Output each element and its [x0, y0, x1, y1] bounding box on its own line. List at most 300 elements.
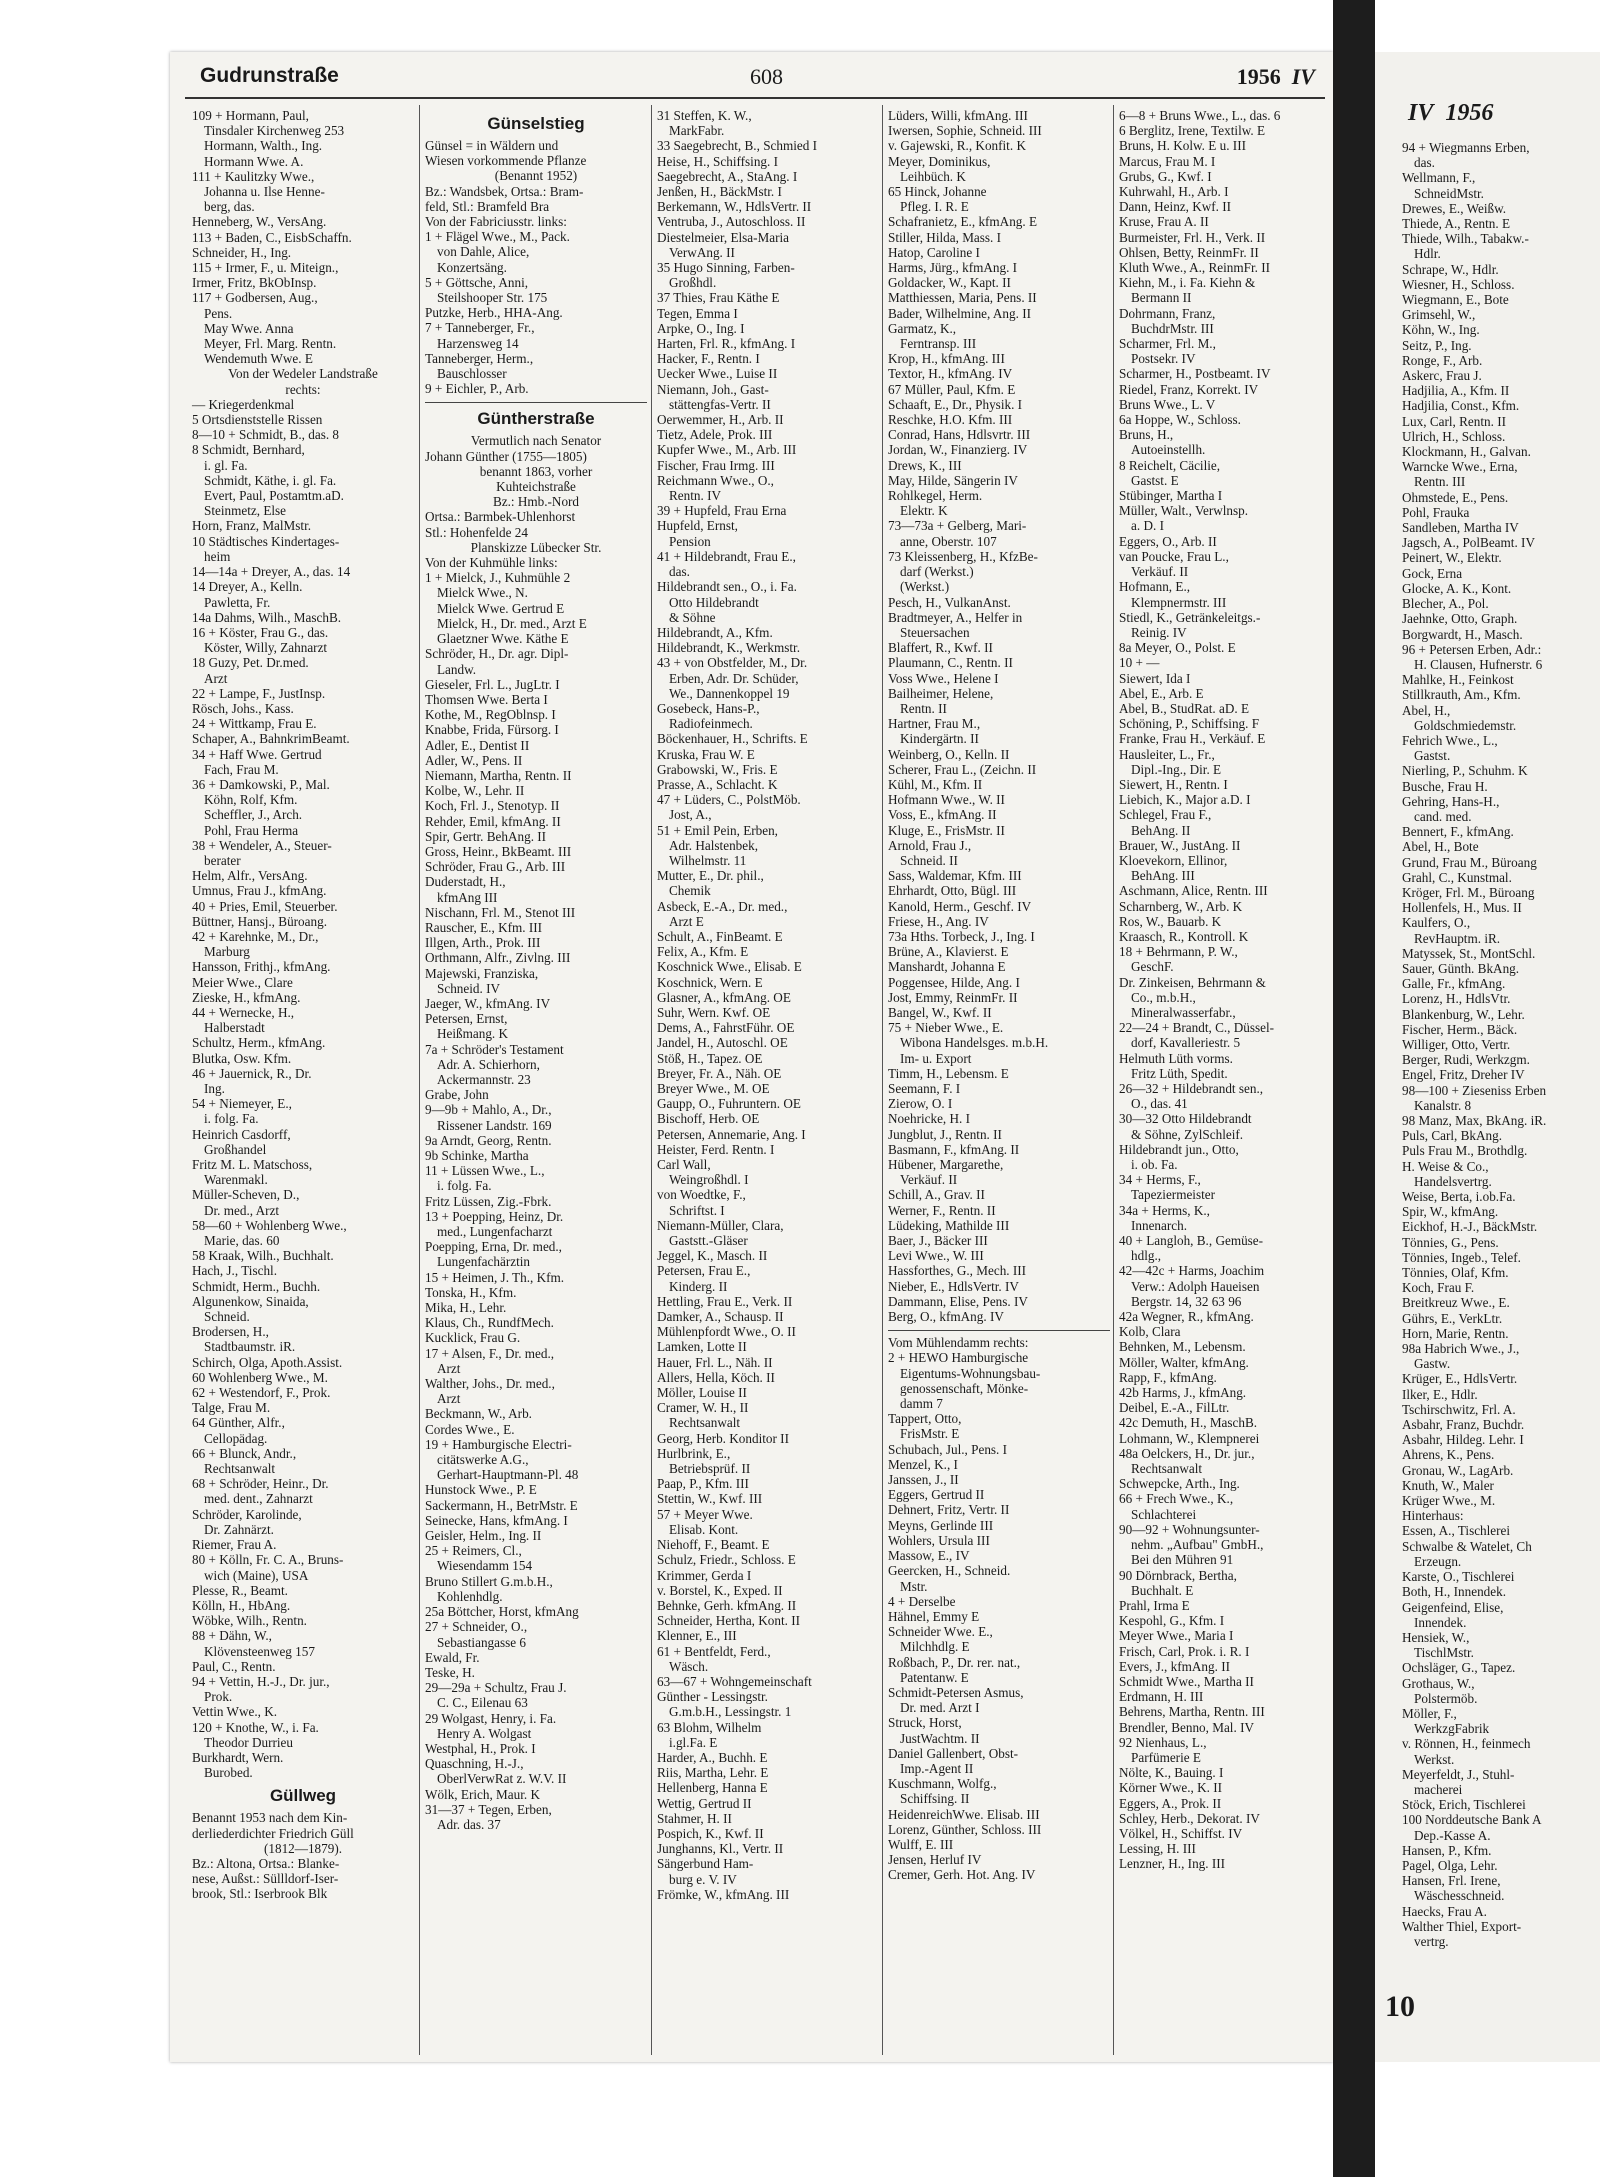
directory-entry-line: Cramer, W. H., II — [657, 1400, 749, 1416]
directory-entry-line: Steinmetz, Else — [204, 503, 287, 519]
directory-entry-line: Paul, C., Rentn. — [192, 1658, 276, 1674]
directory-entry-line: i. ob. Fa. — [1131, 1157, 1178, 1173]
directory-entry-line: Wäschesschneid. — [1414, 1888, 1505, 1904]
directory-entry-line: Handelsvertrg. — [1414, 1173, 1492, 1189]
directory-entry-line: Polstermöb. — [1414, 1690, 1478, 1706]
directory-entry-line: 40 + Langloh, B., Gemüse- — [1119, 1233, 1264, 1249]
directory-entry-line: Iwersen, Sophie, Schneid. III — [888, 123, 1042, 139]
directory-entry-line: 6a Hoppe, W., Schloss. — [1119, 412, 1241, 428]
directory-entry-line: Schirch, Olga, Apoth.Assist. — [192, 1354, 343, 1370]
directory-entry-line: Oerwemmer, H., Arb. II — [657, 412, 784, 428]
directory-entry-line: Postsekr. IV — [1131, 351, 1196, 367]
directory-entry-line: Wibona Handelsges. m.b.H. — [900, 1035, 1049, 1051]
directory-entry-line: Niemann, Martha, Rentn. II — [425, 767, 572, 783]
directory-entry-line: citätswerke A.G., — [437, 1452, 529, 1468]
directory-entry-line: Hach, J., Tischl. — [192, 1263, 277, 1279]
page-header — [190, 62, 1325, 96]
directory-entry-line: Drewes, E., Weißw. — [1402, 200, 1507, 216]
directory-entry-line: Harten, Frl. R., kfmAng. I — [657, 336, 796, 352]
directory-entry-line: Glasner, A., kfmAng. OE — [657, 989, 791, 1005]
directory-entry-line: Grubs, G., Kwf. I — [1119, 168, 1212, 184]
directory-entry-line: Matthiessen, Maria, Pens. II — [888, 290, 1037, 306]
directory-entry-line: Tönnies, Ingeb., Telef. — [1402, 1249, 1521, 1265]
directory-entry-line: Hildebrandt sen., O., i. Fa. — [657, 579, 797, 595]
directory-entry-line: Eggers, O., Arb. II — [1119, 533, 1217, 549]
directory-entry-line: Rehder, Emil, kfmAng. II — [425, 813, 561, 829]
directory-entry-line: Vom Mühlendamm rechts: — [888, 1335, 1029, 1351]
directory-entry-line: Kruse, Frau A. II — [1119, 214, 1209, 230]
directory-entry-line: Klövensteenweg 157 — [204, 1643, 315, 1659]
directory-entry-line: kfmAng III — [437, 889, 498, 905]
directory-entry-line: Scharnberg, W., Arb. K — [1119, 898, 1243, 914]
directory-entry-line: i. folg. Fa. — [437, 1178, 492, 1194]
directory-entry-line: 90—92 + Wohnungsunter- — [1119, 1521, 1260, 1537]
directory-entry-line: 35 Hugo Sinning, Farben- — [657, 260, 795, 276]
directory-entry-line: 41 + Hildebrandt, Frau E., — [657, 548, 796, 564]
directory-entry-line: Damker, A., Schausp. II — [657, 1309, 784, 1325]
directory-entry-line: Kühl, M., Kfm. II — [888, 776, 983, 792]
directory-entry-line: Kanalstr. 8 — [1414, 1097, 1472, 1113]
directory-entry-line: Mühlenpfordt Wwe., O. II — [657, 1324, 796, 1340]
directory-entry-line: Müller, Walt., Verwlnsp. — [1119, 503, 1249, 519]
directory-entry-line: 9—9b + Mahlo, A., Dr., — [425, 1102, 552, 1118]
directory-entry-line: Adr. das. 37 — [437, 1816, 501, 1832]
directory-entry-line: Grothaus, W., — [1402, 1675, 1475, 1691]
directory-entry-line: Rentn. II — [900, 700, 947, 716]
directory-entry-line: Schafranietz, E., kfmAng. E — [888, 214, 1038, 230]
directory-entry-line: 31—37 + Tegen, Erben, — [425, 1801, 552, 1817]
directory-entry-line: Nischann, Frl. M., Stenot III — [425, 904, 576, 920]
directory-entry-line: G.m.b.H., Lessingstr. 1 — [669, 1704, 792, 1720]
directory-entry-line: Schneid. II — [900, 852, 958, 868]
directory-entry-line: Breyer, Fr. A., Näh. OE — [657, 1065, 782, 1081]
directory-entry-line: 73 Kleissenberg, H., KfzBe- — [888, 548, 1038, 564]
street-heading: Gudrunstraße — [200, 64, 339, 87]
directory-entry-line: Brauer, W., JustAng. II — [1119, 837, 1241, 853]
directory-entry-line: Erzeugn. — [1414, 1553, 1462, 1569]
directory-entry-line: Werkst. — [1414, 1751, 1455, 1767]
directory-entry-line: Lohmann, W., Klempnerei — [1119, 1430, 1260, 1446]
directory-entry-line: Fritz M. L. Matschoss, — [192, 1157, 313, 1173]
directory-entry-line: 44 + Wernecke, H., — [192, 1004, 295, 1020]
directory-entry-line: Abel, H., — [1402, 702, 1451, 718]
directory-entry-line: Tietz, Adele, Prok. III — [657, 427, 773, 443]
directory-entry-line: Blutka, Osw. Kfm. — [192, 1050, 292, 1066]
directory-entry-line: Rechtsanwalt — [669, 1415, 741, 1431]
directory-entry-line: Rechtsanwalt — [204, 1461, 276, 1477]
directory-entry-line: Grahl, C., Kunstmal. — [1402, 869, 1512, 885]
directory-entry-line: Schmidt-Petersen Asmus, — [888, 1684, 1024, 1700]
directory-entry-line: Thomsen Wwe. Berta I — [425, 691, 548, 707]
directory-entry-line: Tönnies, G., Pens. — [1402, 1234, 1499, 1250]
directory-entry-line: Bruns Wwe., L. V — [1119, 396, 1216, 412]
directory-entry-line: Pagel, Olga, Lehr. — [1402, 1857, 1498, 1873]
directory-entry-line: das. — [669, 564, 690, 580]
directory-entry-line: Rentn. III — [1414, 474, 1466, 490]
directory-entry-line: 9 + Eichler, P., Arb. — [425, 381, 529, 397]
directory-entry-line: Zierow, O. I — [888, 1096, 953, 1112]
directory-entry-line: Textor, H., kfmAng. IV — [888, 366, 1013, 382]
directory-entry-line: 9a Arndt, Georg, Rentn. — [425, 1132, 552, 1148]
directory-entry-line: H. Clausen, Hufnerstr. 6 — [1414, 656, 1543, 672]
directory-entry-line: Bz.: Altona, Ortsa.: Blanke- — [192, 1855, 340, 1871]
directory-entry-line: Kiehn, M., i. Fa. Kiehn & — [1119, 275, 1256, 291]
directory-entry-line: — Kriegerdenkmal — [192, 396, 295, 412]
directory-entry-line: Ochsläger, G., Tapez. — [1402, 1660, 1516, 1676]
directory-entry-line: Thiede, A., Rentn. E — [1402, 216, 1511, 232]
directory-entry-line: 13 + Poepping, Heinz, Dr. — [425, 1208, 564, 1224]
directory-entry-line: Geisler, Helm., Ing. II — [425, 1528, 542, 1544]
directory-entry-line: Glaetzner Wwe. Käthe E — [437, 631, 569, 647]
facing-volume: IV — [1408, 100, 1434, 126]
directory-entry-line: Reschke, H.O. Kfm. III — [888, 412, 1013, 428]
directory-entry-line: Wulff, E. III — [888, 1836, 954, 1852]
directory-entry-line: Seitz, P., Ing. — [1402, 337, 1472, 353]
directory-entry-line: Harder, A., Buchh. E — [657, 1749, 768, 1765]
directory-entry-line: Blecher, A., Pol. — [1402, 596, 1489, 612]
directory-entry-line: Wäsch. — [669, 1658, 709, 1674]
directory-entry-line: Evert, Paul, Postamtm.aD. — [204, 488, 344, 504]
directory-entry-line: Brüne, A., Klavierst. E — [888, 944, 1009, 960]
directory-entry-line: Bz.: Hmb.-Nord — [492, 494, 580, 510]
directory-entry-line: Weinberg, O., Kelln. II — [888, 746, 1010, 762]
directory-entry-line: 8 Schmidt, Bernhard, — [192, 442, 305, 458]
directory-entry-line: darf (Werkst.) — [900, 564, 974, 580]
directory-entry-line: hdlg., — [1131, 1248, 1162, 1264]
directory-entry-line: OberlVerwRat z. W.V. II — [437, 1771, 567, 1787]
directory-entry-line: Vettin Wwe., K. — [192, 1704, 278, 1720]
directory-entry-line: Großhandel — [204, 1141, 267, 1157]
directory-entry-line: Meier Wwe., Clare — [192, 974, 293, 990]
directory-entry-line: Helmuth Lüth vorms. — [1119, 1050, 1233, 1066]
directory-entry-line: 88 + Dähn, W., — [192, 1628, 272, 1644]
street-section-heading: Güllweg — [269, 1786, 337, 1806]
directory-entry-line: Burmeister, Frl. H., Verk. II — [1119, 229, 1266, 245]
directory-entry-line: Dann, Heinz, Kwf. II — [1119, 199, 1232, 215]
directory-entry-line: Petersen, Annemarie, Ang. I — [657, 1126, 806, 1142]
directory-entry-line: Konzertsäng. — [437, 259, 507, 275]
directory-entry-line: Großhdl. — [669, 275, 717, 291]
directory-entry-line: Jost, A., — [669, 807, 712, 823]
directory-entry-line: Schaaft, E., Dr., Physik. I — [888, 396, 1023, 412]
directory-entry-line: Blaffert, R., Kwf. II — [888, 640, 993, 656]
directory-entry-line: Möller, Walter, kfmAng. — [1119, 1354, 1249, 1370]
directory-entry-line: Hacker, F., Rentn. I — [657, 351, 760, 367]
directory-entry-line: Stöß, H., Tapez. OE — [657, 1050, 763, 1066]
directory-entry-line: Hinterhaus: — [1402, 1508, 1464, 1524]
directory-entry-line: Voss, E., kfmAng. II — [888, 807, 997, 823]
directory-entry-line: Sass, Waldemar, Kfm. III — [888, 868, 1022, 884]
directory-entry-line: Wendemuth Wwe. E — [204, 351, 313, 367]
directory-entry-line: Heister, Ferd. Rentn. I — [657, 1141, 775, 1157]
directory-entry-line: Meyer, Dominikus, — [888, 153, 991, 169]
directory-entry-line: Schriftst. I — [669, 1202, 725, 1218]
directory-entry-line: Ortsa.: Barmbek-Uhlenhorst — [425, 509, 576, 525]
directory-entry-line: Mielck, H., Dr. med., Arzt E — [437, 615, 587, 631]
directory-entry-line: Franke, Frau H., Verkäuf. E — [1119, 731, 1266, 747]
directory-entry-line: Stillkrauth, Am., Kfm. — [1402, 687, 1521, 703]
directory-entry-line: Schneider, H., Ing. — [192, 244, 292, 260]
directory-entry-line: Gock, Erna — [1402, 565, 1463, 581]
directory-entry-line: Kindergärtn. II — [900, 731, 979, 747]
facing-page-header — [1408, 100, 1493, 127]
directory-entry-line: Roßbach, P., Dr. rer. nat., — [888, 1654, 1021, 1670]
directory-entry-line: Schill, A., Grav. II — [888, 1187, 985, 1203]
directory-entry-line: & Söhne — [669, 609, 716, 625]
directory-entry-line: Innenarch. — [1131, 1217, 1188, 1233]
directory-entry-line: Arnold, Frau J., — [888, 837, 972, 853]
directory-entry-line: Hansson, Frithj., kfmAng. — [192, 959, 331, 975]
directory-entry-line: Dehnert, Fritz, Vertr. II — [888, 1502, 1010, 1518]
directory-entry-line: Ohlsen, Betty, ReinmFr. II — [1119, 244, 1259, 260]
directory-entry-line: Sängerbund Ham- — [657, 1856, 754, 1872]
directory-entry-line: Rentn. IV — [669, 488, 722, 504]
column-divider — [419, 105, 420, 2055]
directory-entry-line: RevHauptm. iR. — [1414, 930, 1501, 946]
directory-entry-line: Both, H., Innendek. — [1402, 1584, 1507, 1600]
directory-entry-line: Puls Frau M., Brothdlg. — [1402, 1143, 1528, 1159]
directory-entry-line: Quaschning, H.-J., — [425, 1756, 524, 1772]
directory-entry-line: Wilhelmstr. 11 — [669, 852, 747, 868]
directory-entry-line: cand. med. — [1414, 808, 1472, 824]
directory-entry-line: Hormann Wwe. A. — [204, 153, 304, 169]
directory-entry-line: Bruns, H. Kolw. E u. III — [1119, 138, 1246, 154]
directory-entry-line: 51 + Emil Pein, Erben, — [657, 822, 778, 838]
directory-entry-line: 98—100 + Zieseniss Erben — [1402, 1082, 1547, 1098]
directory-entry-line: Müller-Scheven, D., — [192, 1187, 300, 1203]
directory-entry-line: Garmatz, K., — [888, 320, 957, 336]
directory-entry-line: macherei — [1414, 1781, 1463, 1797]
directory-entry-line: Krüger Wwe., M. — [1402, 1493, 1496, 1509]
directory-entry-line: 75 + Nieber Wwe., E. — [888, 1020, 1004, 1036]
directory-entry-line: Reinig. IV — [1131, 624, 1187, 640]
directory-entry-line: Abel, B., StudRat. aD. E — [1119, 700, 1250, 716]
directory-entry-line: feld, Stl.: Bramfeld Bra — [425, 198, 550, 214]
directory-entry-line: 100 Norddeutsche Bank A — [1402, 1812, 1542, 1828]
directory-entry-line: Schmidt, Käthe, i. gl. Fa. — [204, 472, 337, 488]
directory-entry-line: Riis, Martha, Lehr. E — [657, 1765, 769, 1781]
directory-entry-line: 42b Harms, J., kfmAng. — [1119, 1385, 1247, 1401]
directory-entry-line: Sandleben, Martha IV — [1402, 520, 1519, 536]
directory-entry-line: 58—60 + Wohlenberg Wwe., — [192, 1217, 347, 1233]
directory-entry-line: Sauer, Günth. BkAng. — [1402, 960, 1520, 976]
directory-entry-line: MarkFabr. — [669, 123, 725, 139]
directory-entry-line: Ackermannstr. 23 — [437, 1071, 531, 1087]
directory-entry-line: Petersen, Frau E., — [657, 1263, 751, 1279]
directory-entry-line: Mstr. — [900, 1578, 928, 1594]
directory-entry-line: Koschnick, Wern. E — [657, 974, 763, 990]
directory-entry-line: Stübinger, Martha I — [1119, 488, 1223, 504]
directory-entry-line: Prok. — [204, 1689, 233, 1705]
directory-entry-line: Schröder, H., Dr. agr. Dipl- — [425, 646, 569, 662]
directory-entry-line: 34a + Herms, K., — [1119, 1202, 1210, 1218]
directory-entry-line: TischlMstr. — [1414, 1645, 1474, 1661]
directory-entry-line: Diestelmeier, Elsa-Maria — [657, 229, 790, 245]
directory-entry-line: Krüger, E., HdlsVertr. — [1402, 1371, 1518, 1387]
directory-entry-line: Hofmann Wwe., W. II — [888, 792, 1005, 808]
directory-entry-line: Steuersachen — [900, 624, 970, 640]
directory-entry-line: Kupfer Wwe., M., Arb. III — [657, 442, 797, 458]
directory-entry-line: Hdlr. — [1414, 246, 1441, 262]
directory-entry-line: 29—29a + Schultz, Frau J. — [425, 1680, 567, 1696]
directory-entry-line: Köhn, Rolf, Kfm. — [204, 792, 298, 808]
directory-entry-line: Halberstadt — [204, 1020, 265, 1036]
directory-entry-line: Walther, Johs., Dr. med., — [425, 1376, 555, 1392]
directory-entry-line: Conrad, Hans, Hdlsvrtr. III — [888, 427, 1031, 443]
edition-year — [1237, 64, 1315, 90]
directory-entry-line: Hansen, P., Kfm. — [1402, 1842, 1492, 1858]
directory-entry-line: Abel, E., Arb. E — [1119, 685, 1204, 701]
directory-entry-line: Klaus, Ch., RundfMech. — [425, 1315, 554, 1331]
directory-entry-line: Hurlbrink, E., — [657, 1445, 731, 1461]
directory-entry-line: Vermutlich nach Senator — [470, 433, 602, 449]
directory-entry-line: Glocke, A. K., Kont. — [1402, 580, 1512, 596]
directory-entry-line: Bauschlosser — [437, 366, 507, 382]
directory-entry-line: GeschF. — [1131, 959, 1174, 975]
directory-entry-line: 120 + Knothe, W., i. Fa. — [192, 1719, 319, 1735]
directory-entry-line: Hadjilia, A., Kfm. II — [1402, 383, 1510, 399]
directory-entry-line: 36 + Damkowski, P., Mal. — [192, 776, 330, 792]
directory-entry-line: Hähnel, Emmy E — [888, 1608, 980, 1624]
directory-entry-line: Schrape, W., Hdlr. — [1402, 261, 1499, 277]
directory-entry-line: & Söhne, ZylSchleif. — [1131, 1126, 1244, 1142]
directory-entry-line: Riemer, Frau A. — [192, 1537, 277, 1553]
directory-entry-line: Drews, K., III — [888, 457, 962, 473]
directory-entry-line: Köhn, W., Ing. — [1402, 322, 1480, 338]
directory-entry-line: (Benannt 1952) — [494, 168, 578, 184]
directory-entry-line: 67 Müller, Paul, Kfm. E — [888, 381, 1016, 397]
directory-entry-line: Schult, A., FinBeamt. E — [657, 928, 783, 944]
directory-entry-line: Tanneberger, Herm., — [425, 350, 534, 366]
directory-entry-line: Asbahr, Franz, Buchdr. — [1402, 1417, 1525, 1433]
directory-entry-line: Von der Wedeler Landstraße — [228, 366, 378, 382]
directory-entry-line: Asbahr, Hildeg. Lehr. I — [1402, 1432, 1524, 1448]
directory-entry-line: Verkäuf. II — [900, 1172, 958, 1188]
directory-entry-line: Schiffsing. II — [900, 1791, 970, 1807]
directory-entry-line: Jungblut, J., Rentn. II — [888, 1126, 1002, 1142]
section-rule — [425, 402, 647, 403]
street-section-heading: Güntherstraße — [477, 409, 595, 429]
directory-entry-line: Arpke, O., Ing. I — [657, 320, 745, 336]
directory-entry-line: Abel, H., Bote — [1402, 839, 1479, 855]
directory-entry-line: Hildebrandt jun., Otto, — [1119, 1141, 1239, 1157]
directory-entry-line: Busche, Frau H. — [1402, 778, 1488, 794]
directory-entry-line: med., Lungenfacharzt — [437, 1224, 553, 1240]
directory-entry-line: 48a Oelckers, H., Dr. jur., — [1119, 1445, 1255, 1461]
directory-entry-line: Meyerfeldt, J., Stuhl- — [1402, 1766, 1515, 1782]
directory-entry-line: Schneid. IV — [437, 980, 500, 996]
directory-entry-line: 9b Schinke, Martha — [425, 1148, 529, 1163]
directory-entry-line: 64 Günther, Alfr., — [192, 1415, 285, 1431]
directory-entry-line: Benannt 1953 nach dem Kin- — [192, 1810, 348, 1826]
directory-entry-line: Menzel, K., I — [888, 1456, 958, 1472]
directory-entry-line: Gastst. E — [1131, 472, 1179, 488]
directory-entry-line: Karste, O., Tischlerei — [1402, 1569, 1515, 1585]
directory-entry-line: Von der Fabriciusstr. links: — [425, 214, 567, 230]
directory-entry-line: Rissener Landstr. 169 — [437, 1117, 552, 1133]
directory-entry-line: Verw.: Adolph Haueisen — [1131, 1278, 1260, 1294]
directory-entry-line: i.gl.Fa. E — [669, 1734, 718, 1750]
directory-entry-line: 73a Hths. Torbeck, J., Ing. I — [888, 928, 1035, 944]
directory-entry-line: Ronge, F., Arb. — [1402, 352, 1483, 368]
directory-entry-line: Arzt — [437, 1360, 461, 1376]
column-divider — [651, 105, 652, 2055]
column-1 — [192, 108, 414, 1902]
directory-entry-line: 39 + Hupfeld, Frau Erna — [657, 503, 787, 519]
directory-entry-line: Mutter, E., Dr. phil., — [657, 868, 764, 884]
directory-entry-line: Dr. Zahnärzt. — [204, 1521, 274, 1537]
directory-entry-line: 109 + Hormann, Paul, — [192, 108, 309, 123]
volume-label: IV — [1291, 64, 1315, 89]
directory-entry-line: Wöbke, Wilh., Rentn. — [192, 1613, 307, 1629]
directory-entry-line: Fischer, Herm., Bäck. — [1402, 1021, 1518, 1037]
directory-entry-line: Jensen, Herluf IV — [888, 1852, 982, 1868]
directory-entry-line: Gastw. — [1414, 1356, 1451, 1372]
directory-entry-line: Koch, Frl. J., Stenotyp. II — [425, 798, 560, 814]
column-divider — [1113, 105, 1114, 2055]
directory-entry-line: Friese, H., Ang. IV — [888, 913, 989, 929]
directory-entry-line: Matyssek, St., MontSchl. — [1402, 945, 1536, 961]
directory-entry-line: Berg, O., kfmAng. IV — [888, 1309, 1004, 1325]
directory-entry-line: Grund, Frau M., Büroang — [1402, 854, 1537, 870]
directory-entry-line: Möller, Louise II — [657, 1385, 747, 1401]
directory-entry-line: Schley, Herb., Dekorat. IV — [1119, 1810, 1260, 1826]
column-3 — [657, 108, 879, 1902]
directory-entry-line: Ehrhardt, Otto, Bügl. III — [888, 883, 1017, 899]
directory-entry-line: Lux, Carl, Rentn. II — [1402, 413, 1507, 429]
directory-entry-line: Tinsdaler Kirchenweg 253 — [204, 123, 345, 139]
directory-entry-line: Lenzner, H., Ing. III — [1119, 1856, 1226, 1872]
directory-entry-line: 11 + Lüssen Wwe., L., — [425, 1163, 545, 1179]
directory-entry-line: Massow, E., IV — [888, 1548, 970, 1564]
directory-entry-line: 6 Berglitz, Irene, Textilw. E — [1119, 123, 1266, 139]
directory-entry-line: Pfleg. I. R. E — [900, 199, 969, 215]
directory-entry-line: 14a Dahms, Wilh., MaschB. — [192, 609, 342, 625]
directory-entry-line: Dr. med. Arzt I — [900, 1700, 980, 1716]
directory-entry-line: Koschnick Wwe., Elisab. E — [657, 959, 802, 975]
directory-entry-line: Teske, H. — [425, 1664, 475, 1680]
directory-entry-line: Otto Hildebrandt — [669, 594, 759, 610]
directory-entry-line: Kuschmann, Wolfg., — [888, 1776, 997, 1792]
directory-entry-line: Theodor Durrieu — [204, 1734, 293, 1750]
directory-entry-line: Pospich, K., Kwf. II — [657, 1825, 764, 1841]
directory-entry-line: Stettin, W., Kwf. III — [657, 1491, 763, 1507]
directory-entry-line: berg, das. — [204, 199, 255, 215]
directory-entry-line: Heißmang. K — [437, 1026, 509, 1042]
directory-entry-line: 14—14a + Dreyer, A., das. 14 — [192, 564, 351, 580]
directory-entry-line: Grimsehl, W., — [1402, 307, 1476, 323]
directory-entry-line: Hollenfels, H., Mus. II — [1402, 900, 1522, 916]
directory-entry-line: Scheffler, J., Arch. — [204, 807, 303, 823]
directory-entry-line: Nierling, P., Schuhm. K — [1402, 763, 1528, 779]
directory-entry-line: Hunstock Wwe., P. E — [425, 1482, 537, 1498]
directory-entry-line: Sackermann, H., BetrMstr. E — [425, 1497, 578, 1513]
directory-entry-line: Allers, Hella, Köch. II — [657, 1369, 775, 1385]
directory-entry-line: Bergstr. 14, 32 63 96 — [1131, 1293, 1242, 1309]
directory-entry-line: Geercken, H., Schneid. — [888, 1563, 1011, 1579]
directory-entry-line: Breyer Wwe., M. OE — [657, 1081, 770, 1096]
directory-entry-line: Gerhart-Hauptmann-Pl. 48 — [437, 1467, 579, 1483]
directory-entry-line: 19 + Hamburgische Electri- — [425, 1436, 572, 1452]
facing-footer: 10 — [1385, 1990, 1415, 2023]
directory-entry-line: Kluge, E., FrisMstr. II — [888, 822, 1005, 838]
directory-entry-line: Meyns, Gerlinde III — [888, 1517, 994, 1533]
directory-entry-line: a. D. I — [1131, 518, 1164, 534]
directory-entry-line: Uecker Wwe., Luise II — [657, 366, 778, 382]
directory-entry-line: (1812—1879). — [263, 1840, 343, 1856]
directory-entry-line: Schneider, Hertha, Kont. II — [657, 1613, 801, 1629]
directory-entry-line: (Werkst.) — [900, 579, 950, 595]
